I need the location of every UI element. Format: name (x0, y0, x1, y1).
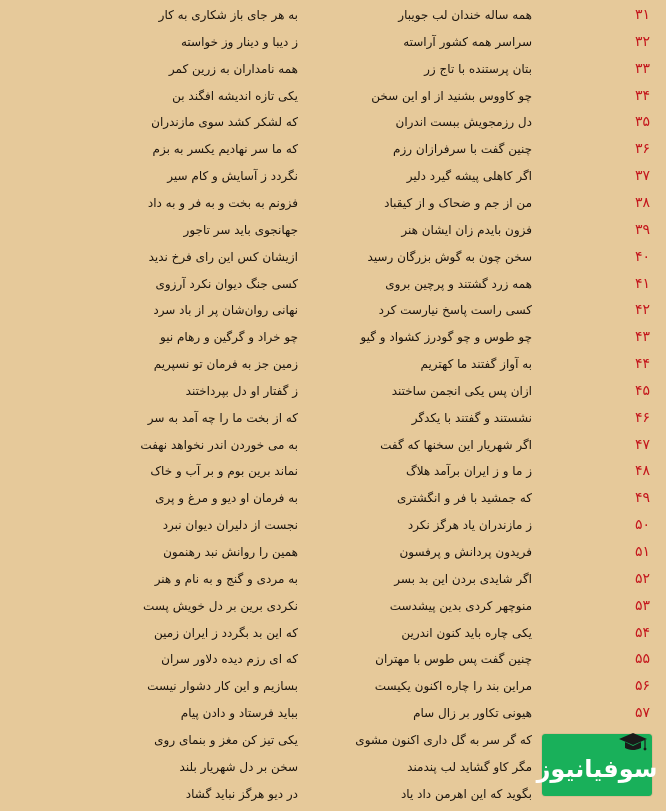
verse-row (0, 56, 666, 83)
first-hemistich: اگر شایدی بردن این بد بسر (394, 571, 532, 586)
second-hemistich: زمین جز به فرمان تو نسپریم (153, 357, 298, 372)
verse-number: ۴۸ (634, 463, 650, 480)
first-hemistich: چنین گفت پس طوس با مهتران (375, 652, 532, 667)
verse-number: ۴۶ (634, 409, 650, 426)
verse-number: ۴۵ (634, 382, 650, 399)
second-hemistich: به می خوردن اندر نخواهد نهفت (140, 437, 298, 452)
verse-row (0, 405, 666, 432)
verse-row (0, 297, 666, 324)
first-hemistich: ز ما و ز ایران برآمد هلاگ (405, 464, 532, 479)
verse-number: ۵۱ (634, 544, 650, 560)
second-hemistich: که لشکر کشد سوی مازندران (151, 115, 298, 130)
verse-number: ۳۸ (634, 194, 650, 211)
first-hemistich: نشستند و گفتند با یکدگر (411, 410, 532, 425)
verse-row (0, 593, 666, 620)
logo-text: سوفیانیوز (536, 755, 658, 783)
verse-number: ۵۵ (634, 651, 650, 668)
first-hemistich: ازان پس یکی انجمن ساختند (391, 383, 532, 398)
verse-number: ۴۳ (634, 329, 650, 346)
verse-number: ۳۴ (634, 87, 650, 104)
first-hemistich: مراین بند را چاره اکنون یکیست (374, 679, 532, 694)
first-hemistich: مگر کاو گشاید لب پندمند (407, 759, 532, 774)
verse-row (0, 109, 666, 136)
first-hemistich: اگر شهریار این سخنها که گفت (380, 437, 532, 452)
second-hemistich: ز گفتار او دل بپرداختند (185, 383, 298, 398)
verse-number: ۴۹ (634, 490, 650, 507)
verse-row (0, 432, 666, 459)
first-hemistich: سراسر همه کشور آراسته (403, 34, 532, 49)
verse-row (0, 620, 666, 647)
first-hemistich: منوچهر کردی بدین پیشدست (389, 598, 532, 613)
verse-number: ۳۱ (634, 7, 650, 23)
verse-row (0, 163, 666, 190)
second-hemistich: که ای رزم دیده دلاور سران (161, 652, 298, 667)
verse-number: ۵۲ (634, 570, 650, 587)
first-hemistich: که گر سر به گل داری اکنون مشوی (355, 732, 532, 747)
second-hemistich: به هر جای باز شکاری به کار (158, 8, 298, 22)
second-hemistich: به مردی و گنج و به نام و هنر (154, 571, 298, 586)
verse-number: ۵۴ (634, 624, 650, 641)
second-hemistich: سخن بر دل شهریار بلند (179, 759, 298, 774)
first-hemistich: کسی راست پاسخ نیارست کرد (378, 303, 532, 318)
second-hemistich: کسی جنگ دیوان نکرد آرزوی (155, 276, 298, 291)
second-hemistich: همه نامداران به زرین کمر (168, 61, 298, 76)
verse-number: ۵۰ (634, 517, 650, 534)
first-hemistich: سخن چون به گوش بزرگان رسید (367, 249, 532, 264)
verse-number: ۳۳ (634, 60, 650, 77)
second-hemistich: بباید فرستاد و دادن پیام (180, 706, 298, 721)
verse-number: ۵۷ (634, 705, 650, 722)
verse-row (0, 539, 666, 566)
verse-number: ۵۳ (634, 597, 650, 614)
sofianews-logo[interactable] (536, 734, 658, 796)
first-hemistich: هیونی تکاور بر زال سام (413, 706, 532, 721)
verse-row (0, 190, 666, 217)
verse-row (0, 217, 666, 244)
first-hemistich: دل رزمجویش ببست اندران (395, 115, 532, 130)
second-hemistich: همین را روانش نبد رهنمون (163, 545, 298, 559)
second-hemistich: یکی تازه اندیشه افگند بن (172, 88, 298, 103)
first-hemistich: چنین گفت با سرفرازان رزم (393, 142, 532, 157)
first-hemistich: همه ساله خندان لب جویبار (398, 8, 532, 22)
first-hemistich: ز مازندران یاد هرگز نکرد (407, 518, 532, 533)
first-hemistich: اگر کاهلی پیشه گیرد دلیر (406, 169, 532, 184)
second-hemistich: که این بد بگردد ز ایران زمین (154, 625, 298, 640)
second-hemistich: بسازیم و این کار دشوار نیست (147, 679, 298, 694)
second-hemistich: که از بخت ما را چه آمد به سر (147, 410, 298, 425)
second-hemistich: نهانی روان‌شان پر از باد سرد (153, 303, 298, 318)
verse-row (0, 673, 666, 700)
verse-row (0, 83, 666, 110)
verse-row (0, 136, 666, 163)
verse-number: ۴۴ (634, 356, 650, 373)
verse-number: ۵۶ (634, 678, 650, 695)
second-hemistich: فزونم به بخت و به فر و به داد (147, 195, 298, 210)
verse-row (0, 646, 666, 673)
second-hemistich: نگردد ز آسایش و کام سیر (167, 169, 298, 184)
first-hemistich: چو طوس و چو گودرز کشواد و گیو (360, 330, 532, 345)
verse-number: ۳۷ (634, 168, 650, 185)
second-hemistich: ازیشان کس این رای فرخ ندید (148, 249, 298, 264)
first-hemistich: همه زرد گشتند و پرچین بروی (385, 276, 532, 291)
first-hemistich: چو کاووس بشنید از او این سخن (371, 88, 532, 103)
verse-row (0, 485, 666, 512)
verse-row (0, 378, 666, 405)
verse-number: ۴۷ (634, 436, 650, 453)
verse-number: ۴۱ (634, 275, 650, 292)
second-hemistich: چو خراد و گرگین و رهام نیو (160, 330, 298, 345)
second-hemistich: نکردی برین بر دل خویش پست (143, 598, 298, 613)
first-hemistich: یکی چاره باید کنون اندرین (401, 625, 532, 640)
first-hemistich: من از جم و ضحاک و از کیقباد (384, 195, 532, 210)
verse-number: ۳۶ (634, 141, 650, 158)
verse-number: ۴۲ (634, 302, 650, 319)
second-hemistich: نجست از دلیران دیوان نبرد (162, 518, 298, 533)
first-hemistich: بتان پرستنده با تاج زر (424, 61, 532, 76)
second-hemistich: ز دیبا و دینار وز خواسته (180, 34, 298, 49)
second-hemistich: که ما سر نهادیم یکسر به بزم (152, 142, 298, 157)
verse-number: ۴۰ (634, 248, 650, 265)
first-hemistich: فریدون پردانش و پرفسون (399, 545, 532, 559)
verse-row (0, 458, 666, 485)
verse-number: ۳۲ (634, 33, 650, 50)
first-hemistich: به آواز گفتند ما کهتریم (420, 357, 532, 372)
first-hemistich: بگوید که این اهرمن داد یاد (400, 786, 532, 801)
verse-row (0, 351, 666, 378)
verse-row (0, 244, 666, 271)
verse-row (0, 271, 666, 298)
graduation-cap-icon (618, 732, 648, 754)
verse-row (0, 29, 666, 56)
second-hemistich: نماند برین بوم و بر آب و خاک (150, 464, 298, 479)
first-hemistich: فزون بایدم زان ایشان هنر (401, 222, 532, 237)
second-hemistich: جهانجوی باید سر تاجور (183, 222, 298, 237)
verse-row (0, 512, 666, 539)
second-hemistich: یکی تیز کن مغز و بنمای روی (154, 732, 298, 747)
verse-row (0, 566, 666, 593)
verse-row (0, 700, 666, 727)
second-hemistich: به فرمان او دیو و مرغ و پری (155, 491, 298, 506)
verse-number: ۳۹ (634, 221, 650, 238)
verse-number: ۳۵ (634, 114, 650, 131)
verse-row (0, 2, 666, 29)
second-hemistich: در دیو هرگز نباید گشاد (185, 786, 298, 801)
verse-row (0, 324, 666, 351)
first-hemistich: که جمشید با فر و انگشتری (397, 491, 532, 506)
